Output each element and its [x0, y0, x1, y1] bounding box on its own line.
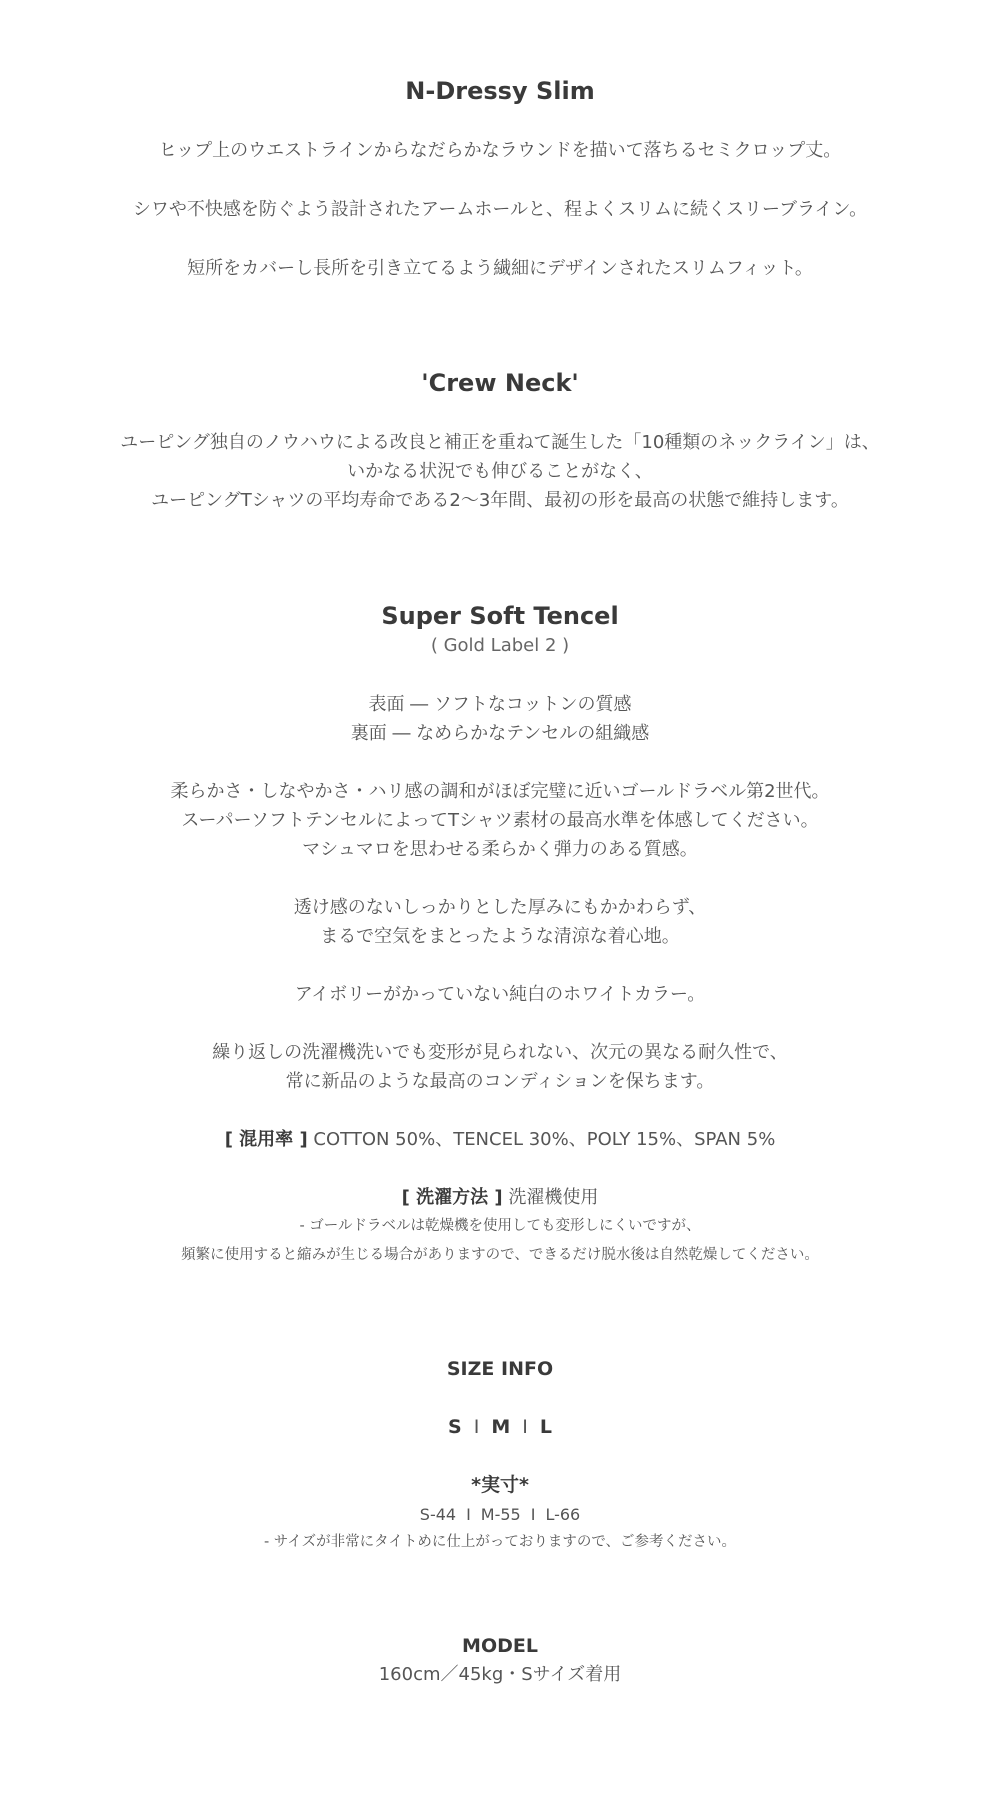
wash-method-label: [ 洗濯方法 ] [401, 1187, 503, 1208]
wash-note: - ゴールドラベルは乾燥機を使用しても変形しにくいですが、 [299, 1218, 701, 1234]
section-title-n-dressy-slim: N-Dressy Slim [405, 77, 595, 105]
size-l: L [539, 1416, 552, 1438]
description-line: 繰り返しの洗濯機洗いでも変形が見られない、次元の異なる耐久性で、 [212, 1042, 788, 1063]
actual-size-list [0, 1502, 1000, 1528]
description-line: スーパーソフトテンセルによってTシャツ素材の最高水準を体感してください。 [181, 810, 819, 831]
size-separator: I [466, 1505, 471, 1524]
blend-ratio-value: COTTON 50%、TENCEL 30%、POLY 15%、SPAN 5% [313, 1129, 776, 1150]
actual-size-l: L-66 [545, 1505, 581, 1524]
size-separator: I [522, 1416, 528, 1438]
section-title-crew-neck: 'Crew Neck' [421, 369, 579, 397]
actual-size-s: S-44 [419, 1505, 457, 1524]
texture-line-back: 裏面 ― なめらかなテンセルの組織感 [350, 723, 650, 744]
blend-ratio-label: [ 混用率 ] [224, 1129, 308, 1150]
size-s: S [448, 1416, 462, 1438]
wash-method-value: 洗濯機使用 [508, 1187, 599, 1208]
description-line: いかなる状況でも伸びることがなく、 [347, 461, 653, 482]
description-line: 常に新品のような最高のコンディションを保ちます。 [285, 1071, 715, 1092]
description-line: アイボリーがかっていない純白のホワイトカラー。 [294, 984, 706, 1005]
description-line: ヒップ上のウエストラインからなだらかなラウンドを描いて落ちるセミクロップ丈。 [158, 140, 842, 161]
size-list [0, 1413, 1000, 1441]
section-title-super-soft-tencel: Super Soft Tencel [381, 602, 619, 630]
description-line: 柔らかさ・しなやかさ・ハリ感の調和がほぼ完璧に近いゴールドラベル第2世代。 [170, 781, 830, 802]
size-info-title: SIZE INFO [446, 1358, 554, 1380]
description-line: シワや不快感を防ぐよう設計されたアームホールと、程よくスリムに続くスリーブライン。 [132, 199, 868, 220]
model-info: 160cm／45kg・Sサイズ着用 [378, 1664, 622, 1685]
texture-line-surface: 表面 ― ソフトなコットンの質感 [368, 694, 632, 715]
description-line: ユーピングTシャツの平均寿命である2〜3年間、最初の形を最高の状態で維持します。 [151, 490, 849, 511]
description-line: 短所をカバーし長所を引き立てるよう繊細にデザインされたスリムフィット。 [187, 258, 813, 279]
description-line: マシュマロを思わせる柔らかく弾力のある質感。 [302, 839, 698, 860]
size-separator: I [473, 1416, 480, 1438]
description-line: まるで空気をまとったような清涼な着心地。 [320, 926, 680, 947]
size-separator: I [530, 1505, 536, 1524]
wash-note: 頻繁に使用すると縮みが生じる場合がありますので、できるだけ脱水後は自然乾燥してください。 [181, 1247, 819, 1263]
wash-method [0, 1183, 1000, 1212]
model-title: MODEL [462, 1635, 538, 1657]
description-line: ユーピング独自のノウハウによる改良と補正を重ねて誕生した「10種類のネックライン」は、 [120, 432, 880, 453]
size-note: - サイズが非常にタイトめに仕上がっておりますので、ご参考ください。 [263, 1534, 737, 1550]
blend-ratio [0, 1125, 1000, 1154]
section-subtitle-gold-label: ( Gold Label 2 ) [430, 635, 570, 656]
size-m: M [491, 1416, 511, 1438]
description-line: 透け感のないしっかりとした厚みにもかかわらず、 [293, 897, 707, 918]
actual-size-title: *実寸* [471, 1474, 529, 1496]
actual-size-m: M-55 [480, 1505, 521, 1524]
